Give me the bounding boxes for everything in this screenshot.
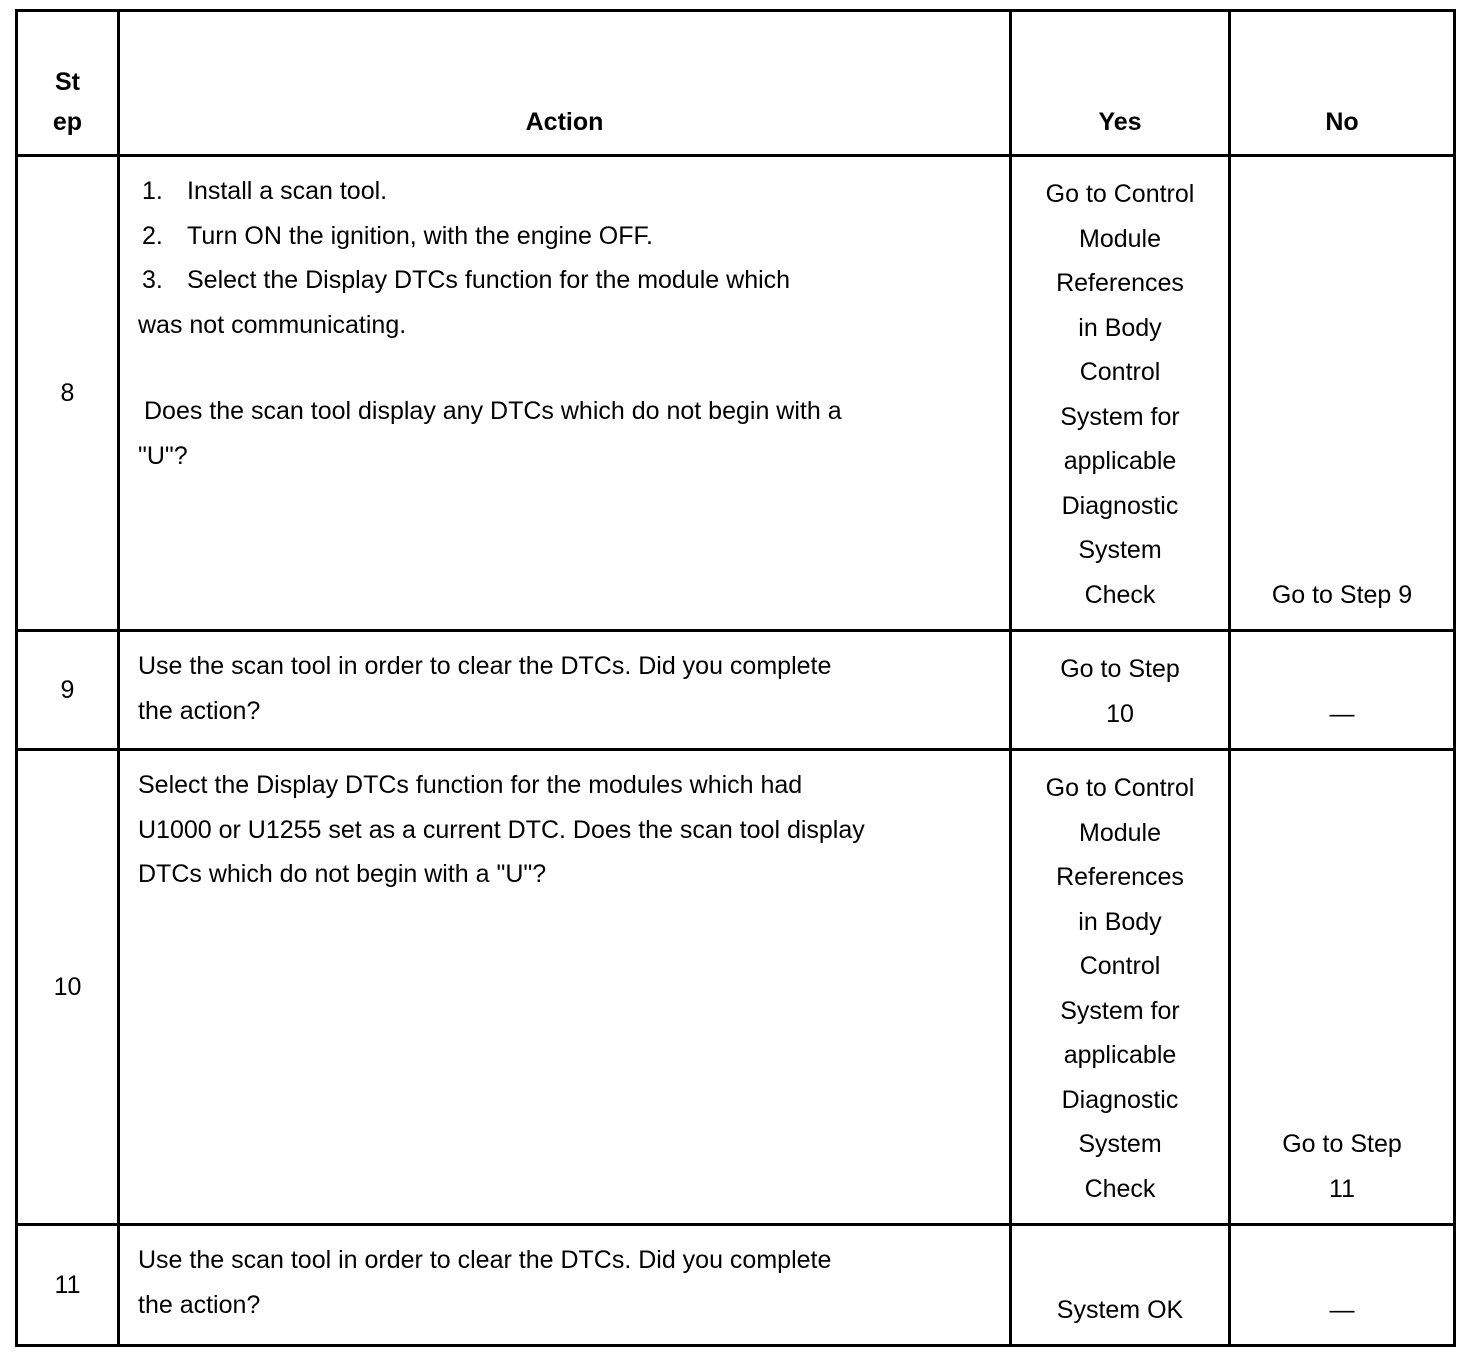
yes-text: in Body: [1078, 907, 1162, 936]
header-step: [17, 11, 119, 156]
list-text: Turn ON the ignition, with the engine OFF.: [187, 221, 653, 250]
yes-text: Check: [1084, 1174, 1156, 1203]
yes-text: System for: [1060, 996, 1180, 1025]
no-cell: [1230, 750, 1455, 1225]
no-cell: [1230, 631, 1455, 750]
action-text: the action?: [138, 696, 261, 725]
yes-text: Go to Step: [1060, 655, 1180, 683]
action-cell: [119, 750, 1011, 1225]
diagnostic-table: [15, 9, 1456, 1347]
yes-text: System: [1078, 536, 1162, 564]
action-cell: [119, 631, 1011, 750]
action-cell: [119, 156, 1011, 631]
header-row: [17, 11, 1455, 156]
action-continuation: was not communicating.: [138, 310, 407, 339]
list-number: 1.: [142, 177, 163, 205]
no-text: Go to Step 9: [1271, 580, 1413, 609]
yes-text: applicable: [1063, 447, 1177, 475]
step-number: 10: [17, 750, 119, 1225]
table-row: [17, 156, 1455, 631]
no-text: 11: [1329, 1174, 1355, 1203]
header-no: No: [1230, 11, 1455, 156]
yes-text: in Body: [1078, 313, 1162, 342]
list-item: [138, 214, 989, 259]
list-number: 2.: [142, 221, 163, 250]
yes-text: System OK: [1056, 1295, 1184, 1324]
yes-text: applicable: [1063, 1041, 1177, 1069]
yes-cell: [1011, 1225, 1230, 1346]
list-text: Install a scan tool.: [187, 177, 388, 205]
yes-text: Control: [1079, 358, 1161, 386]
action-question-line2: "U"?: [138, 441, 188, 470]
step-number: 8: [17, 156, 119, 631]
yes-cell: [1011, 631, 1230, 750]
yes-text: References: [1056, 269, 1184, 297]
no-text: —: [1329, 1295, 1355, 1324]
yes-text: 10: [1106, 699, 1134, 728]
yes-cell: [1011, 156, 1230, 631]
header-yes: Yes: [1011, 11, 1230, 156]
yes-text: Check: [1084, 580, 1156, 609]
action-cell: [119, 1225, 1011, 1346]
action-text: Use the scan tool in order to clear the DTCs. Did you complete: [138, 652, 832, 680]
yes-text: System: [1078, 1130, 1162, 1158]
header-step-line2: ep: [52, 108, 83, 136]
spacer: [138, 347, 989, 389]
no-text: —: [1329, 699, 1355, 728]
list-item: [138, 169, 989, 214]
yes-text: Module: [1079, 818, 1161, 847]
table-row: [17, 631, 1455, 750]
yes-text: System for: [1060, 402, 1180, 431]
yes-text: References: [1056, 863, 1184, 891]
header-step-line1: St: [55, 68, 80, 96]
yes-cell: [1011, 750, 1230, 1225]
list-number: 3.: [142, 266, 163, 294]
yes-text: Go to Control: [1045, 180, 1195, 208]
table-row: [17, 750, 1455, 1225]
header-action: Action: [119, 11, 1011, 156]
no-text: Go to Step: [1282, 1130, 1402, 1158]
action-text: U1000 or U1255 set as a current DTC. Does the scan tool display: [138, 815, 865, 844]
step-number: 9: [17, 631, 119, 750]
action-text: the action?: [138, 1290, 261, 1319]
list-item: [138, 258, 989, 303]
step-number: 11: [17, 1225, 119, 1346]
yes-text: Diagnostic: [1061, 1085, 1179, 1114]
yes-text: Control: [1079, 952, 1161, 980]
action-question-line1: Does the scan tool display any DTCs which do not begin with a: [144, 397, 842, 425]
yes-text: Module: [1079, 224, 1161, 253]
table-row: [17, 1225, 1455, 1346]
yes-text: Diagnostic: [1061, 491, 1179, 520]
list-text: Select the Display DTCs function for the module which: [187, 266, 791, 294]
action-text: DTCs which do not begin with a "U"?: [138, 860, 547, 888]
action-text: Use the scan tool in order to clear the DTCs. Did you complete: [138, 1246, 832, 1274]
no-cell: [1230, 1225, 1455, 1346]
yes-text: Go to Control: [1045, 774, 1195, 802]
no-cell: [1230, 156, 1455, 631]
action-text: Select the Display DTCs function for the modules which had: [138, 771, 803, 799]
